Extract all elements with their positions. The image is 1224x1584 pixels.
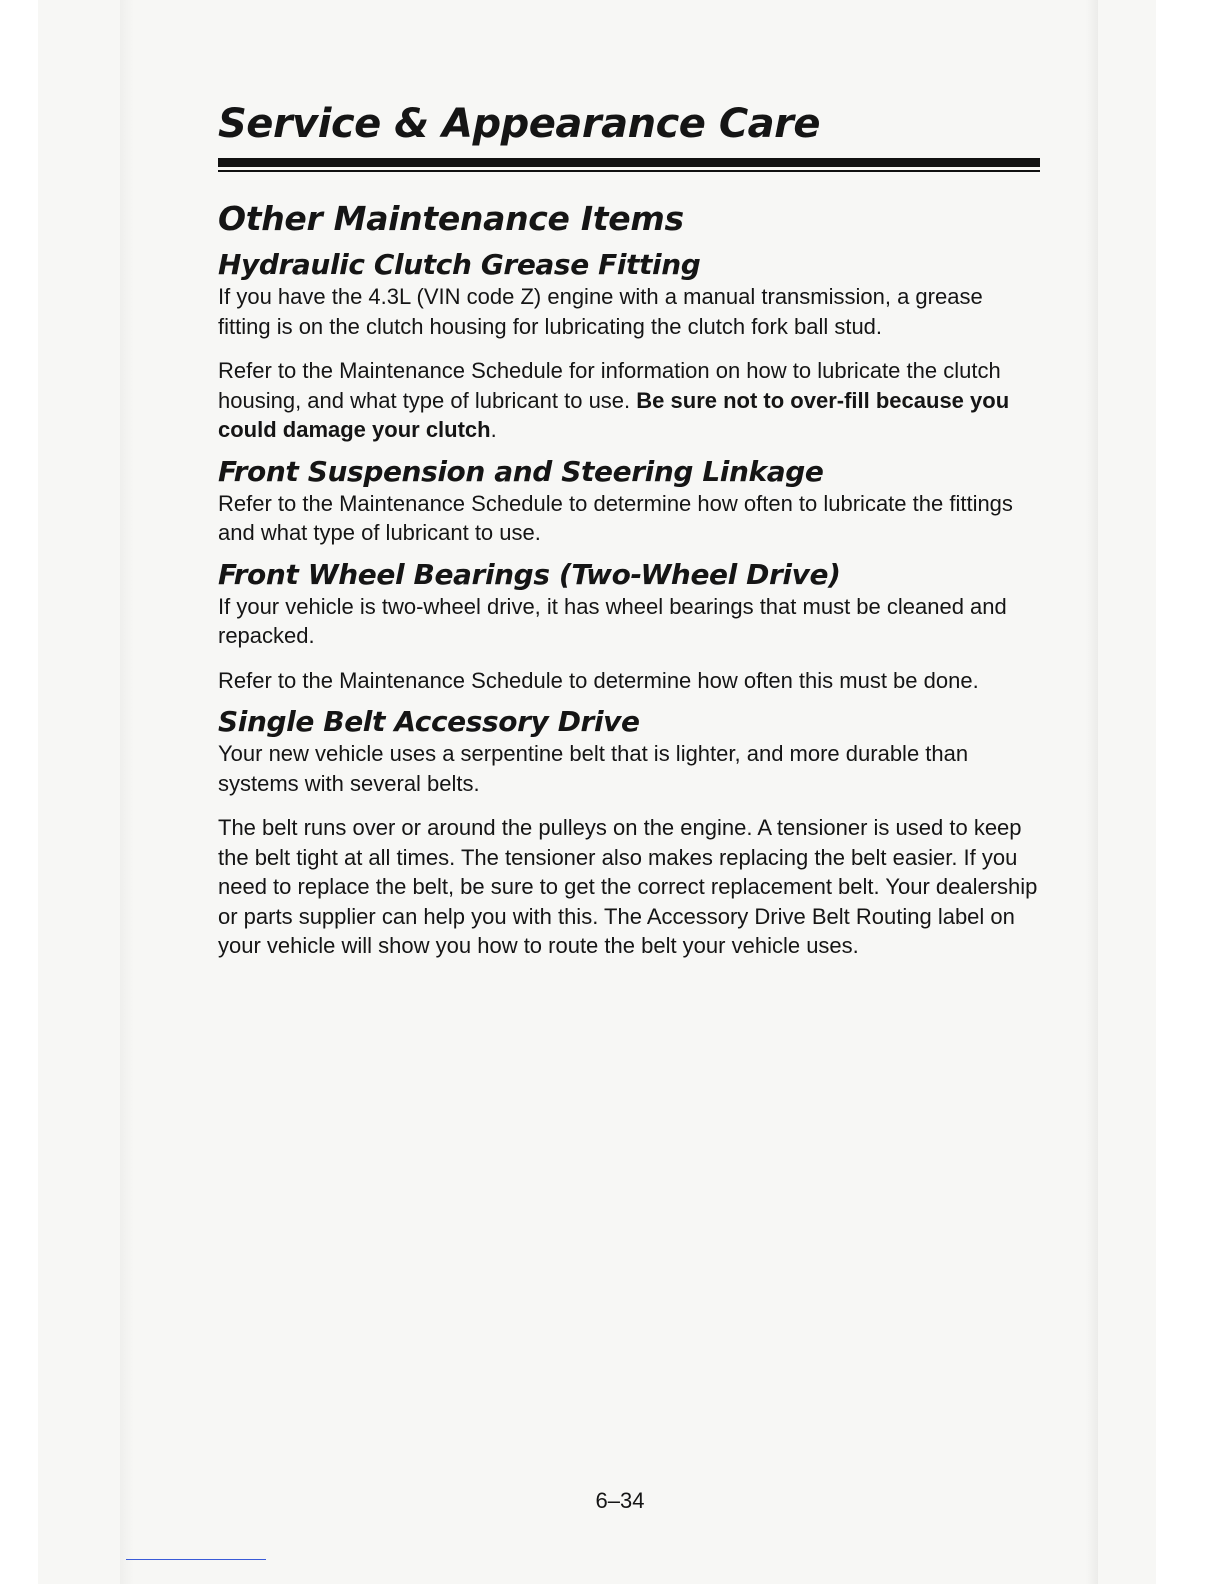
paragraph: Your new vehicle uses a serpentine belt that is lighter, and more durable than systems with several belts. (218, 741, 969, 796)
paragraph-text: Refer to the Maintenance Schedule for information on how to lubricate the clutch housing, and what type of lubricant to use. (218, 358, 1001, 413)
page-left-edge (120, 0, 134, 1584)
subsection-title-front-wheel-bearings: Front Wheel Bearings (Two-Wheel Drive) (218, 557, 841, 591)
subsection-title-front-suspension: Front Suspension and Steering Linkage (218, 454, 824, 488)
page-content (218, 96, 1040, 961)
paragraph: Refer to the Maintenance Schedule to determine how often to lubricate the fittings and what type of lubricant to use. (218, 490, 1013, 545)
paragraph-with-warning (218, 356, 1040, 445)
section-title: Other Maintenance Items (218, 199, 684, 238)
over-fill-warning: Be sure not to over-fill because you could damage your clutch (218, 387, 1010, 442)
chapter-title: Service & Appearance Care (218, 101, 821, 147)
chapter-title-rule-thin (218, 170, 1040, 172)
bottom-link-underline (126, 1559, 266, 1560)
paragraph: The belt runs over or around the pulleys on the engine. A tensioner is used to keep the belt tight at all times. The tensioner also makes replacing the belt easier. If you need to replace the belt, be sure to get the correct replacement belt. Your dealership or parts supplier can help you with this. The Accessory Drive Belt Routing label on your vehicle will show you how to route the belt your vehicle uses. (218, 815, 1038, 958)
paragraph: If your vehicle is two-wheel drive, it has wheel bearings that must be cleaned and repacked. (218, 593, 1007, 648)
paragraph: Refer to the Maintenance Schedule to determine how often this must be done. (218, 667, 979, 693)
paragraph: If you have the 4.3L (VIN code Z) engine with a manual transmission, a grease fitting is on the clutch housing for lubricating the clutch fork ball stud. (218, 284, 983, 339)
subsection-title-single-belt-drive: Single Belt Accessory Drive (218, 705, 640, 738)
chapter-title-rule (218, 158, 1040, 167)
subsection-title-hydraulic-clutch: Hydraulic Clutch Grease Fitting (218, 248, 701, 281)
page-number: 6–34 (595, 1488, 645, 1513)
paragraph-end: . (490, 417, 497, 442)
page-right-edge (1086, 0, 1098, 1584)
